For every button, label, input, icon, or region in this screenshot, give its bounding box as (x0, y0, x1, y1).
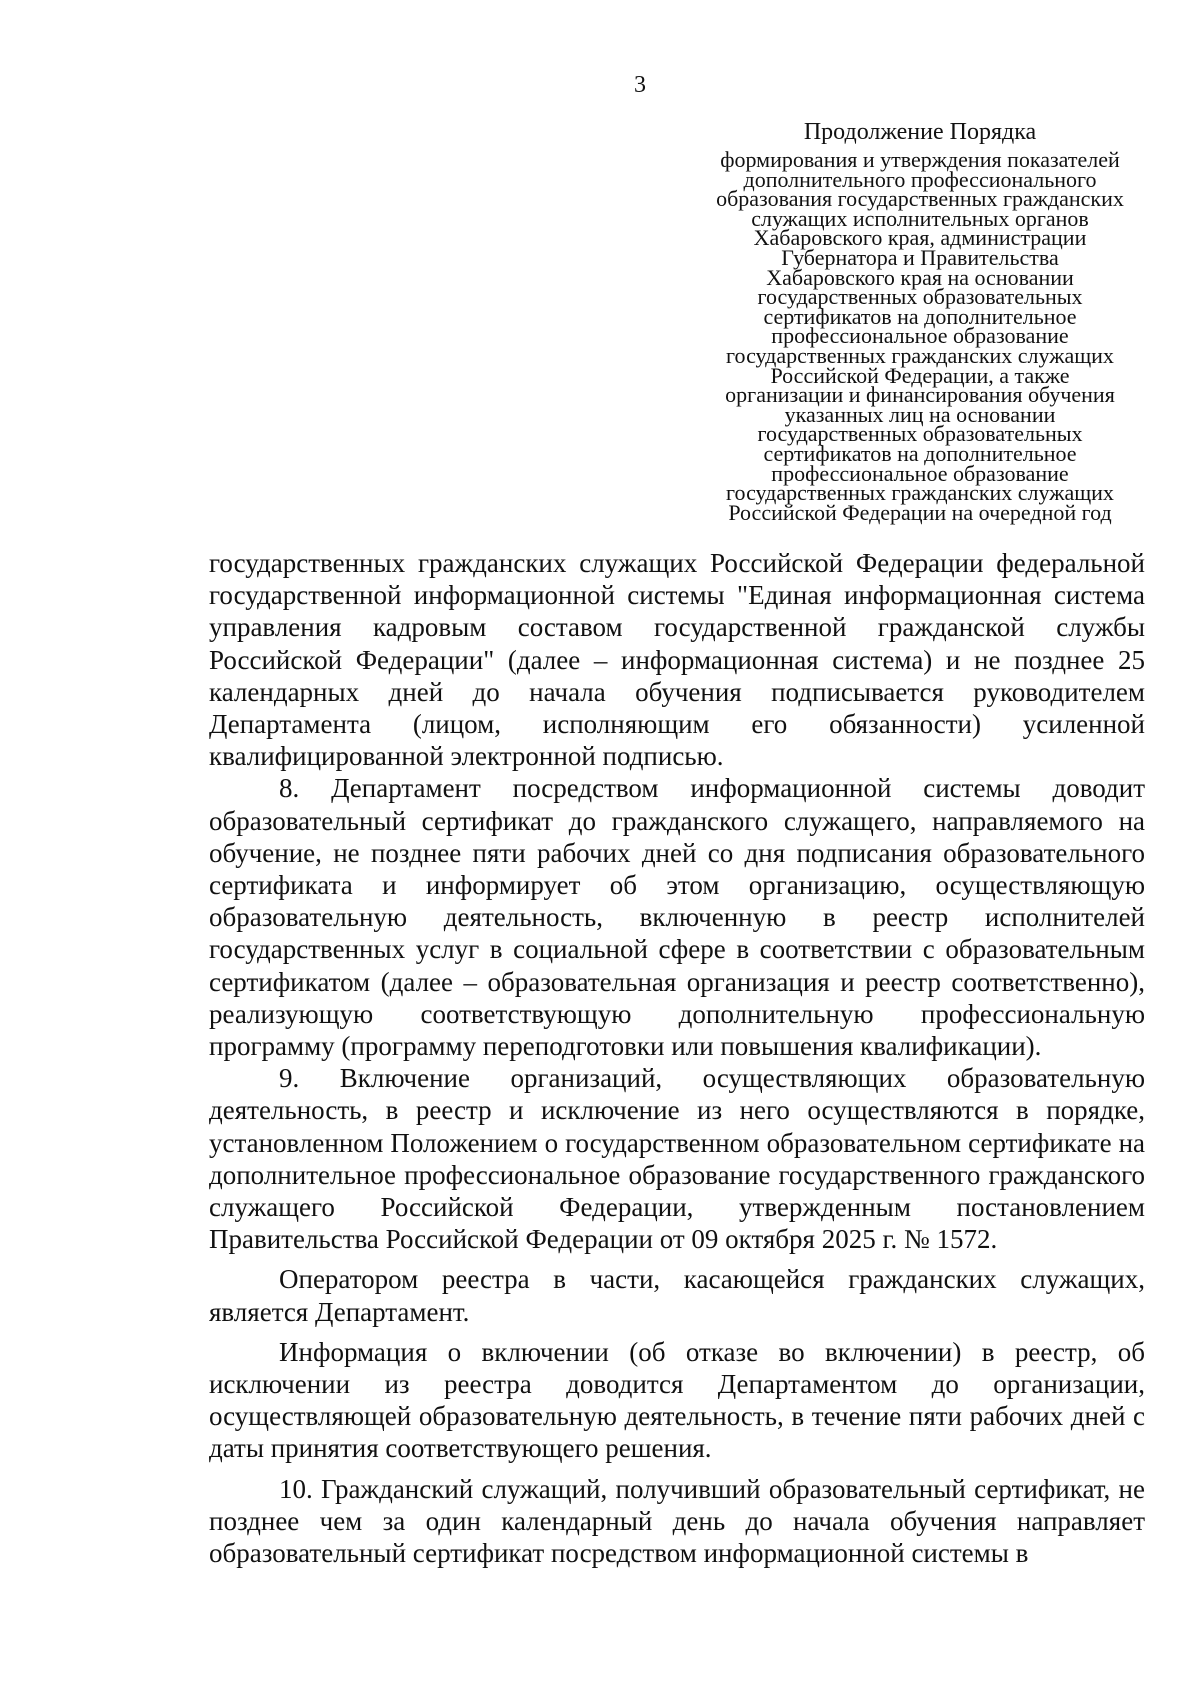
header-line: Российской Федерации на очередной год (728, 499, 1112, 525)
header-line: формирования и утверждения показателей (720, 147, 1120, 172)
header-line: государственных образовательных (757, 421, 1083, 447)
header-line: дополнительного профессионального (743, 166, 1097, 192)
header-line: сертификатов на дополнительное (763, 440, 1077, 466)
header-line: сертификатов на дополнительное (763, 303, 1077, 329)
paragraph-clause-10: 10. Гражданский служащий, получивший образовательный сертификат, не позднее чем за один календарный день до начала обучения направляет образовательный сертификат посредством информационной системы в (209, 1473, 1145, 1569)
document-header (690, 118, 1150, 525)
header-line: Российской Федерации, а также (770, 362, 1070, 388)
header-line: Хабаровского края, администрации (753, 225, 1087, 251)
paragraph-continuation: государственных гражданских служащих Российской Федерации федеральной государственной информационной системы "Единая информационная система управления кадровым составом государственной гражданской службы Российской Федерации" (далее – информационная система) и не позднее 25 календарных дней до начала обучения подписывается руководителем Департамента (лицом, исполняющим его обязанности) усиленной квалифицированной электронной подписью. (209, 548, 1145, 772)
header-line: государственных гражданских служащих (726, 342, 1114, 368)
header-line: образования государственных гражданских (716, 186, 1124, 212)
header-line: профессиональное образование (771, 323, 1069, 349)
header-line: Губернатора и Правительства (781, 244, 1059, 270)
header-line: государственных образовательных (757, 284, 1083, 310)
header-title: Продолжение Порядка (803, 119, 1037, 145)
header-line: профессиональное образование (771, 460, 1069, 486)
header-line: служащих исполнительных органов (751, 205, 1089, 231)
header-line: государственных гражданских служащих (726, 480, 1114, 506)
header-line: указанных лиц на основании (784, 401, 1056, 427)
paragraph-clause-8: 8. Департамент посредством информационной системы доводит образовательный сертификат до гражданского служащего, направляемого на обучение, не позднее пяти рабочих дней со дня подписания образовательного сертификата и информирует об этом организацию, осуществляющую образовательную деятельность, включенную в реестр исполнителей государственных услуг в социальной сфере в соответствии с образовательным сертификатом (далее – образовательная организация и реестр соответственно), реализующую соответствующую дополнительную профессиональную программу (программу переподготовки или повышения квалификации). (209, 773, 1145, 1062)
paragraph-clause-9: 9. Включение организаций, осуществляющих образовательную деятельность, в реестр и исключение из него осуществляются в порядке, установленном Положением о государственном образовательном сертификате на дополнительное профессиональное образование государственного гражданского служащего Российской Федерации, утвержденным постановлением Правительства Российской Федерации от 09 октября 2025 г. № 1572. (209, 1063, 1145, 1255)
paragraph-registry-info: Информация о включении (об отказе во включении) в реестр, об исключении из реестра доводится Департаментом до организации, осуществляющей образовательную деятельность, в течение пяти рабочих дней с даты принятия соответствующего решения. (209, 1336, 1145, 1464)
paragraph-registry-operator: Оператором реестра в части, касающейся гражданских служащих, является Департамент. (209, 1264, 1145, 1327)
page-number: 3 (634, 72, 646, 98)
body-text (209, 547, 1145, 1569)
header-line: Хабаровского края на основании (766, 264, 1074, 290)
header-line: организации и финансирования обучения (725, 382, 1115, 408)
